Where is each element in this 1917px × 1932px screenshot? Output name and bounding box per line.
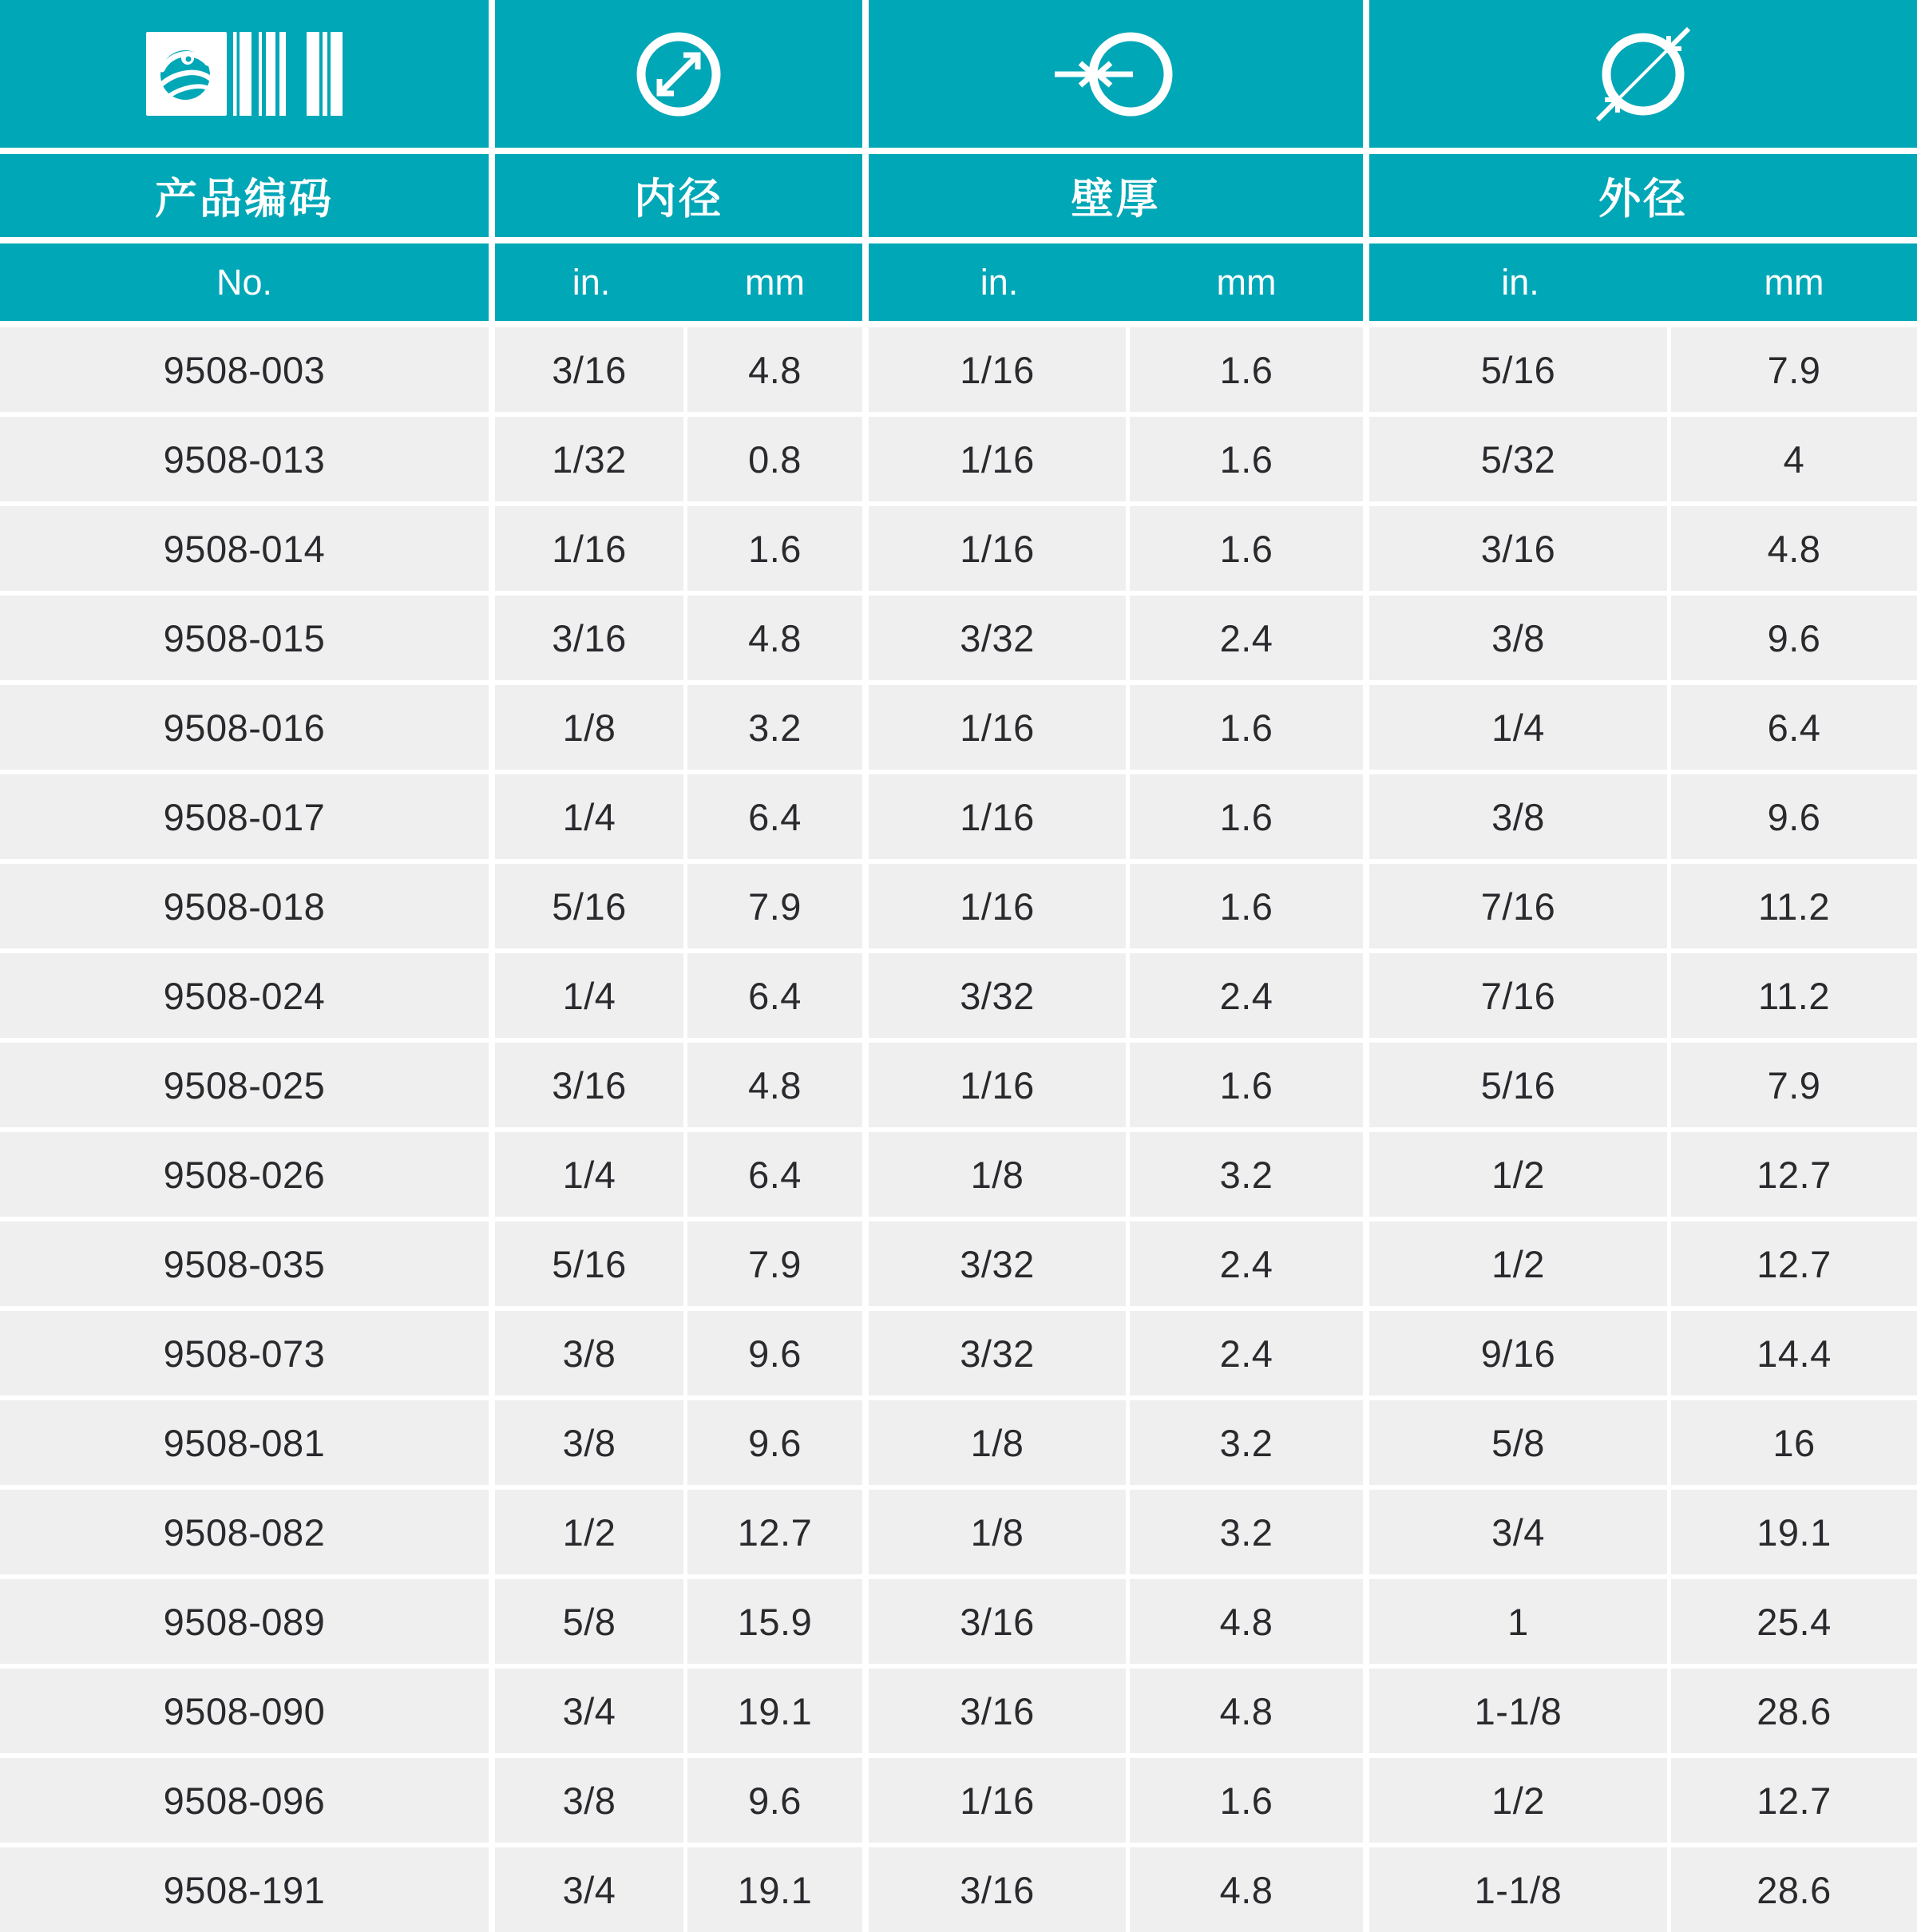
- table-row: [0, 1758, 1917, 1843]
- cell-product-code: 9508-025: [0, 1043, 489, 1127]
- cell-outer-diameter-mm: 14.4: [1671, 1311, 1917, 1396]
- cell-wall-thickness-mm: 4.8: [1130, 1847, 1363, 1932]
- cell-outer-diameter-in: 1/2: [1369, 1221, 1667, 1306]
- cell-product-code: 9508-014: [0, 506, 489, 591]
- cell-product-code: 9508-015: [0, 596, 489, 680]
- cell-product-code: 9508-035: [0, 1221, 489, 1306]
- table-row: [0, 1311, 1917, 1396]
- cell-product-code: 9508-017: [0, 774, 489, 859]
- cell-product-code: 9508-003: [0, 327, 489, 412]
- cell-inner-diameter-in: 1/8: [495, 685, 683, 770]
- cell-wall-thickness-mm: 1.6: [1130, 685, 1363, 770]
- cell-wall-thickness-mm: 2.4: [1130, 1311, 1363, 1396]
- cell-wall-thickness-mm: 2.4: [1130, 596, 1363, 680]
- cell-wall-thickness-in: 1/16: [869, 506, 1126, 591]
- table-row: [0, 1847, 1917, 1932]
- cell-inner-diameter-in: 1/32: [495, 417, 683, 501]
- cell-wall-thickness-mm: 1.6: [1130, 327, 1363, 412]
- table-row: [0, 1221, 1917, 1306]
- cell-outer-diameter-in: 1: [1369, 1579, 1667, 1664]
- unit-in-label: in.: [572, 261, 611, 303]
- cell-product-code: 9508-026: [0, 1132, 489, 1217]
- cell-inner-diameter-mm: 19.1: [687, 1669, 862, 1753]
- cell-inner-diameter-mm: 6.4: [687, 1132, 862, 1217]
- cell-inner-diameter-mm: 9.6: [687, 1758, 862, 1843]
- globe-barcode-logo: [146, 32, 343, 116]
- inner-diameter-header: 内径: [495, 154, 862, 237]
- cell-product-code: 9508-018: [0, 864, 489, 948]
- table-row: [0, 953, 1917, 1038]
- cell-outer-diameter-mm: 12.7: [1671, 1221, 1917, 1306]
- cell-outer-diameter-in: 5/32: [1369, 417, 1667, 501]
- cell-outer-diameter-mm: 11.2: [1671, 864, 1917, 948]
- unit-mm-label: mm: [1764, 261, 1824, 303]
- table-row: [0, 1490, 1917, 1574]
- brand-logo-cell: [0, 0, 489, 148]
- cell-inner-diameter-in: 5/16: [495, 1221, 683, 1306]
- inner-diameter-icon: [627, 22, 731, 126]
- cell-outer-diameter-in: 1/2: [1369, 1132, 1667, 1217]
- cell-inner-diameter-in: 5/8: [495, 1579, 683, 1664]
- table-row: [0, 596, 1917, 680]
- table-body: [0, 327, 1917, 1932]
- unit-mm-label: mm: [745, 261, 805, 303]
- cell-outer-diameter-in: 7/16: [1369, 953, 1667, 1038]
- cell-outer-diameter-mm: 12.7: [1671, 1132, 1917, 1217]
- column-label-row: [0, 154, 1917, 237]
- cell-inner-diameter-in: 1/4: [495, 1132, 683, 1217]
- table-row: [0, 417, 1917, 501]
- cell-inner-diameter-mm: 3.2: [687, 685, 862, 770]
- cell-outer-diameter-in: 3/8: [1369, 596, 1667, 680]
- cell-inner-diameter-mm: 6.4: [687, 774, 862, 859]
- table-row: [0, 774, 1917, 859]
- outer-diameter-header: 外径: [1369, 154, 1917, 237]
- table-row: [0, 506, 1917, 591]
- table-row: [0, 1043, 1917, 1127]
- cell-wall-thickness-in: 3/32: [869, 596, 1126, 680]
- cell-inner-diameter-in: 3/4: [495, 1669, 683, 1753]
- cell-inner-diameter-mm: 6.4: [687, 953, 862, 1038]
- cell-wall-thickness-in: 1/8: [869, 1400, 1126, 1485]
- cell-inner-diameter-mm: 0.8: [687, 417, 862, 501]
- cell-wall-thickness-mm: 2.4: [1130, 953, 1363, 1038]
- cell-wall-thickness-mm: 4.8: [1130, 1669, 1363, 1753]
- cell-inner-diameter-in: 3/16: [495, 596, 683, 680]
- wall-thickness-icon: [1048, 22, 1184, 126]
- cell-outer-diameter-mm: 6.4: [1671, 685, 1917, 770]
- cell-outer-diameter-mm: 19.1: [1671, 1490, 1917, 1574]
- outer-diameter-units: [1369, 243, 1917, 321]
- cell-outer-diameter-mm: 28.6: [1671, 1847, 1917, 1932]
- cell-outer-diameter-in: 5/16: [1369, 1043, 1667, 1127]
- cell-outer-diameter-mm: 9.6: [1671, 596, 1917, 680]
- cell-wall-thickness-in: 1/8: [869, 1490, 1126, 1574]
- cell-wall-thickness-mm: 1.6: [1130, 864, 1363, 948]
- cell-inner-diameter-in: 3/8: [495, 1758, 683, 1843]
- table-row: [0, 1579, 1917, 1664]
- cell-inner-diameter-mm: 19.1: [687, 1847, 862, 1932]
- cell-outer-diameter-mm: 11.2: [1671, 953, 1917, 1038]
- cell-inner-diameter-in: 3/8: [495, 1311, 683, 1396]
- cell-wall-thickness-in: 1/16: [869, 327, 1126, 412]
- cell-inner-diameter-in: 3/4: [495, 1847, 683, 1932]
- unit-in-label: in.: [980, 261, 1019, 303]
- cell-outer-diameter-mm: 9.6: [1671, 774, 1917, 859]
- cell-inner-diameter-in: 3/8: [495, 1400, 683, 1485]
- cell-inner-diameter-mm: 4.8: [687, 1043, 862, 1127]
- wall-thickness-header: 壁厚: [869, 154, 1363, 237]
- cell-wall-thickness-in: 3/32: [869, 1311, 1126, 1396]
- table-row: [0, 1669, 1917, 1753]
- unit-mm-label: mm: [1216, 261, 1277, 303]
- cell-wall-thickness-mm: 3.2: [1130, 1490, 1363, 1574]
- cell-outer-diameter-in: 1/4: [1369, 685, 1667, 770]
- no-header: No.: [0, 243, 489, 321]
- cell-inner-diameter-mm: 7.9: [687, 1221, 862, 1306]
- cell-inner-diameter-in: 5/16: [495, 864, 683, 948]
- cell-outer-diameter-mm: 7.9: [1671, 327, 1917, 412]
- wall-thickness-icon-cell: [869, 0, 1363, 148]
- cell-product-code: 9508-073: [0, 1311, 489, 1396]
- cell-inner-diameter-mm: 12.7: [687, 1490, 862, 1574]
- cell-inner-diameter-in: 1/4: [495, 774, 683, 859]
- cell-wall-thickness-in: 3/16: [869, 1579, 1126, 1664]
- cell-product-code: 9508-096: [0, 1758, 489, 1843]
- cell-wall-thickness-in: 1/16: [869, 417, 1126, 501]
- outer-diameter-icon: [1583, 14, 1703, 134]
- unit-in-label: in.: [1501, 261, 1539, 303]
- cell-product-code: 9508-013: [0, 417, 489, 501]
- cell-outer-diameter-in: 1-1/8: [1369, 1847, 1667, 1932]
- product-code-header: 产品编码: [0, 154, 489, 237]
- cell-wall-thickness-in: 3/16: [869, 1669, 1126, 1753]
- cell-outer-diameter-mm: 7.9: [1671, 1043, 1917, 1127]
- cell-outer-diameter-in: 3/4: [1369, 1490, 1667, 1574]
- cell-wall-thickness-in: 3/16: [869, 1847, 1126, 1932]
- cell-wall-thickness-mm: 1.6: [1130, 1043, 1363, 1127]
- units-row: [0, 243, 1917, 321]
- cell-inner-diameter-mm: 4.8: [687, 596, 862, 680]
- cell-outer-diameter-mm: 28.6: [1671, 1669, 1917, 1753]
- cell-inner-diameter-mm: 7.9: [687, 864, 862, 948]
- cell-wall-thickness-mm: 3.2: [1130, 1400, 1363, 1485]
- outer-diameter-icon-cell: [1369, 0, 1917, 148]
- cell-inner-diameter-in: 1/4: [495, 953, 683, 1038]
- cell-wall-thickness-in: 1/16: [869, 774, 1126, 859]
- cell-inner-diameter-in: 3/16: [495, 327, 683, 412]
- cell-outer-diameter-in: 5/8: [1369, 1400, 1667, 1485]
- cell-outer-diameter-in: 1/2: [1369, 1758, 1667, 1843]
- cell-wall-thickness-mm: 1.6: [1130, 1758, 1363, 1843]
- cell-wall-thickness-in: 1/16: [869, 685, 1126, 770]
- cell-product-code: 9508-082: [0, 1490, 489, 1574]
- cell-wall-thickness-mm: 2.4: [1130, 1221, 1363, 1306]
- cell-wall-thickness-mm: 4.8: [1130, 1579, 1363, 1664]
- cell-outer-diameter-mm: 12.7: [1671, 1758, 1917, 1843]
- cell-outer-diameter-in: 9/16: [1369, 1311, 1667, 1396]
- cell-inner-diameter-in: 3/16: [495, 1043, 683, 1127]
- cell-outer-diameter-mm: 4.8: [1671, 506, 1917, 591]
- cell-outer-diameter-mm: 4: [1671, 417, 1917, 501]
- cell-inner-diameter-mm: 1.6: [687, 506, 862, 591]
- cell-wall-thickness-in: 1/16: [869, 1043, 1126, 1127]
- cell-outer-diameter-in: 3/16: [1369, 506, 1667, 591]
- cell-wall-thickness-mm: 1.6: [1130, 774, 1363, 859]
- cell-wall-thickness-in: 1/16: [869, 864, 1126, 948]
- cell-inner-diameter-mm: 15.9: [687, 1579, 862, 1664]
- table-row: [0, 1400, 1917, 1485]
- cell-inner-diameter-mm: 4.8: [687, 327, 862, 412]
- cell-wall-thickness-mm: 3.2: [1130, 1132, 1363, 1217]
- wall-thickness-units: [869, 243, 1363, 321]
- cell-outer-diameter-in: 3/8: [1369, 774, 1667, 859]
- cell-product-code: 9508-090: [0, 1669, 489, 1753]
- table-row: [0, 1132, 1917, 1217]
- cell-product-code: 9508-089: [0, 1579, 489, 1664]
- cell-outer-diameter-in: 1-1/8: [1369, 1669, 1667, 1753]
- cell-outer-diameter-mm: 16: [1671, 1400, 1917, 1485]
- cell-inner-diameter-in: 1/16: [495, 506, 683, 591]
- cell-wall-thickness-in: 3/32: [869, 953, 1126, 1038]
- cell-wall-thickness-mm: 1.6: [1130, 417, 1363, 501]
- icon-header-row: [0, 0, 1917, 148]
- cell-wall-thickness-in: 3/32: [869, 1221, 1126, 1306]
- cell-product-code: 9508-081: [0, 1400, 489, 1485]
- cell-product-code: 9508-191: [0, 1847, 489, 1932]
- cell-product-code: 9508-024: [0, 953, 489, 1038]
- cell-inner-diameter-in: 1/2: [495, 1490, 683, 1574]
- table-row: [0, 685, 1917, 770]
- table-row: [0, 327, 1917, 412]
- inner-diameter-units: [495, 243, 862, 321]
- cell-inner-diameter-mm: 9.6: [687, 1400, 862, 1485]
- cell-product-code: 9508-016: [0, 685, 489, 770]
- cell-outer-diameter-mm: 25.4: [1671, 1579, 1917, 1664]
- inner-diameter-icon-cell: [495, 0, 862, 148]
- cell-inner-diameter-mm: 9.6: [687, 1311, 862, 1396]
- cell-wall-thickness-mm: 1.6: [1130, 506, 1363, 591]
- cell-wall-thickness-in: 1/16: [869, 1758, 1126, 1843]
- cell-outer-diameter-in: 7/16: [1369, 864, 1667, 948]
- table-row: [0, 864, 1917, 948]
- cell-outer-diameter-in: 5/16: [1369, 327, 1667, 412]
- cell-wall-thickness-in: 1/8: [869, 1132, 1126, 1217]
